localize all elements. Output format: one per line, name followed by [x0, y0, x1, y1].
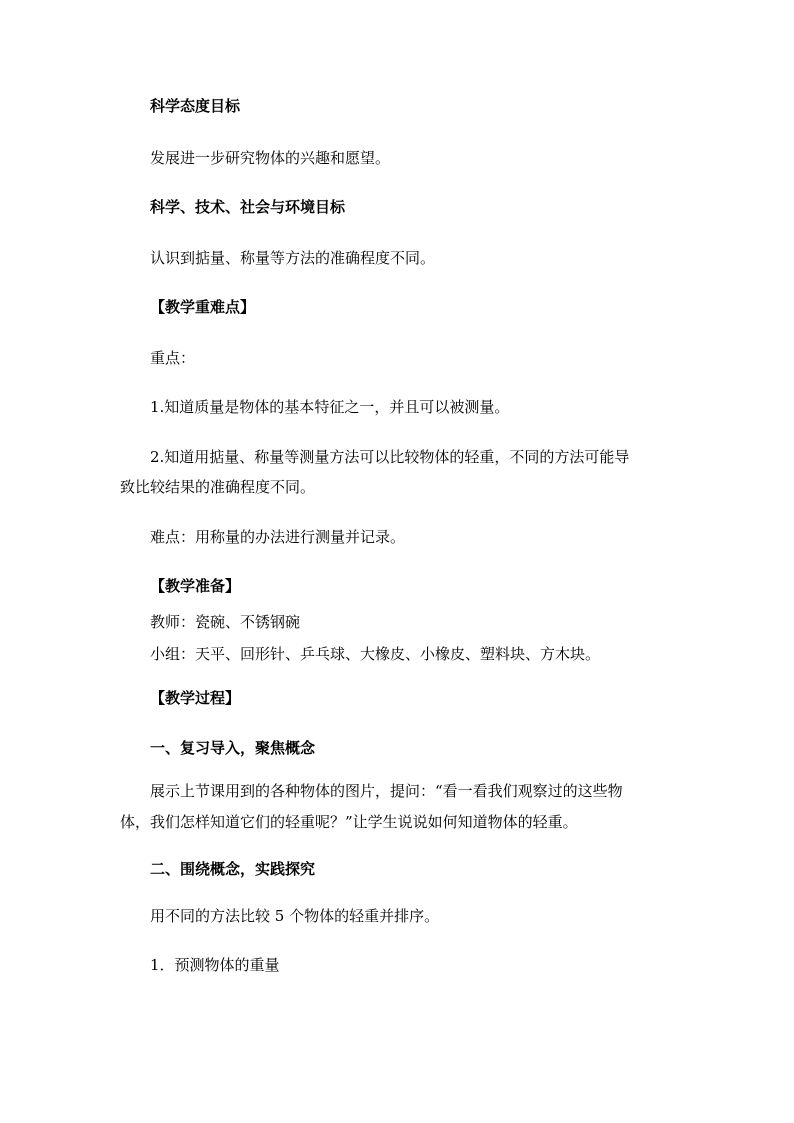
label-key-points: 重点： [150, 349, 196, 367]
heading-key-difficulties: 【教学重难点】 [150, 298, 256, 316]
paragraph-stse-goal: 认识到掂量、称量等方法的准确程度不同。 [150, 249, 436, 267]
difficulty-point: 难点：用称量的办法进行测量并记录。 [150, 528, 406, 546]
section-1-line-2: 体，我们怎样知道它们的轻重呢？”让学生说说如何知道物体的轻重。 [120, 813, 578, 831]
section-1-line-1: 展示上节课用到的各种物体的图片，提问：“看一看我们观察过的这些物 [150, 782, 623, 800]
preparation-group: 小组：天平、回形针、乒乓球、大橡皮、小橡皮、塑料块、方木块。 [150, 645, 601, 663]
preparation-teacher: 教师：瓷碗、不锈钢碗 [150, 613, 301, 631]
key-point-1: 1.知道质量是物体的基本特征之一，并且可以被测量。 [150, 398, 510, 416]
section-1-title: 一、复习导入，聚焦概念 [150, 739, 316, 757]
key-point-2-line-2: 致比较结果的准确程度不同。 [120, 478, 316, 496]
heading-preparation: 【教学准备】 [150, 577, 241, 595]
section-2-intro: 用不同的方法比较 5 个物体的轻重并排序。 [150, 907, 440, 925]
key-point-2-line-1: 2.知道用掂量、称量等测量方法可以比较物体的轻重，不同的方法可能导 [150, 448, 630, 466]
heading-science-attitude: 科学态度目标 [150, 97, 241, 115]
heading-stse-goal: 科学、技术、社会与环境目标 [150, 198, 346, 216]
paragraph-attitude-goal: 发展进一步研究物体的兴趣和愿望。 [150, 149, 391, 167]
section-2-title: 二、围绕概念，实践探究 [150, 860, 316, 878]
heading-teaching-process: 【教学过程】 [150, 689, 241, 707]
step-1-title: 1．预测物体的重量 [150, 956, 280, 974]
